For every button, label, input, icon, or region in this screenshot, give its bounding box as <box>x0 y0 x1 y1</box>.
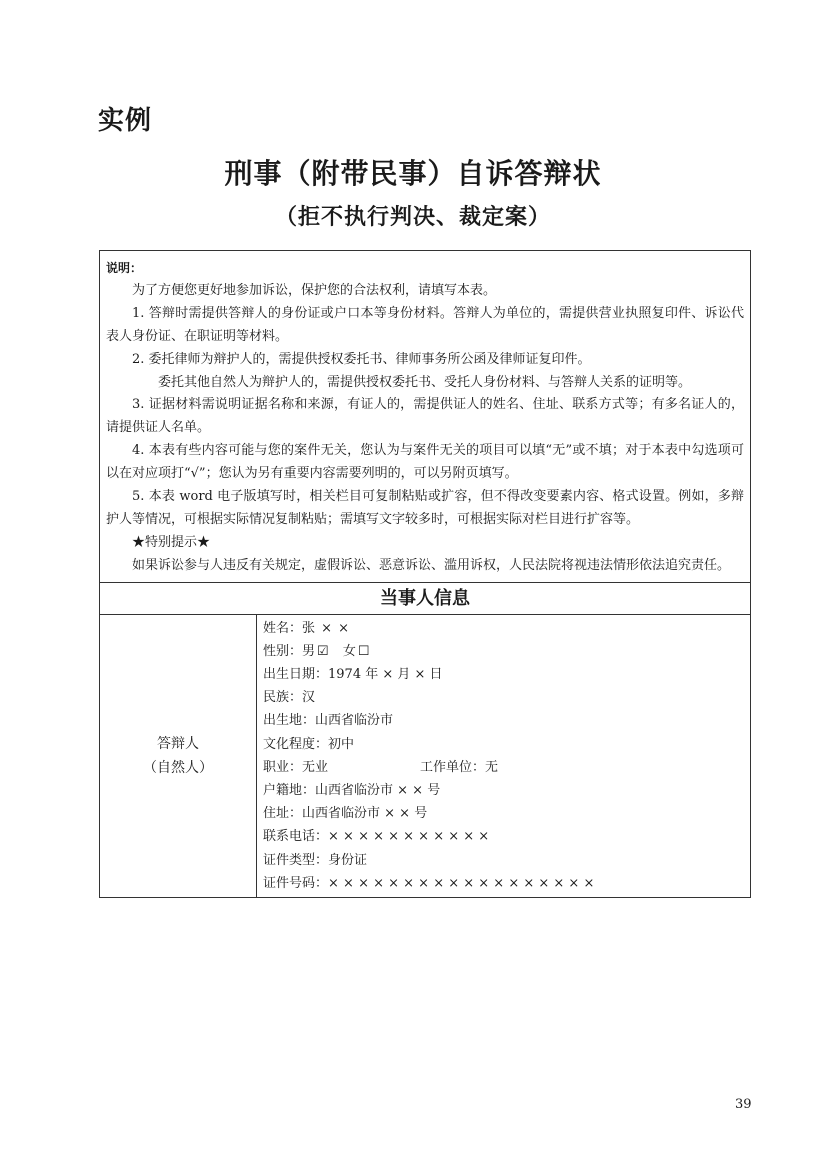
birth-date-label: 出生日期： <box>263 667 329 683</box>
ethnicity-value: 汉 <box>302 690 316 706</box>
id-type-label: 证件类型： <box>263 852 329 868</box>
instruction-paragraph: 1. 答辩时需提供答辩人的身份证或户口本等身份材料。答辩人为单位的，需提供营业执照复印件、诉讼代表人身份证、在职证明等材料。 <box>106 305 744 344</box>
section-label: 实例 <box>98 106 153 136</box>
instruction-paragraph: 4. 本表有些内容可能与您的案件无关，您认为与案件无关的项目可以填“无”或不填；对于本表中勾选项可以在对应项打“√”；您认为另有重要内容需要列明的，可以另附页填写。 <box>106 443 744 482</box>
name-value: 张 × × <box>302 620 351 636</box>
phone-label: 联系电话： <box>263 829 329 845</box>
special-notice-heading: ★特别提示★ <box>132 534 211 550</box>
special-notice-text: 如果诉讼参与人违反有关规定，虚假诉讼、恶意诉讼、滥用诉权，人民法院将视违法情形依法追究责任。 <box>132 557 731 573</box>
gender-female-checkbox[interactable]: ☐ <box>357 643 370 659</box>
gender-male-checkbox[interactable]: ☑ <box>317 643 329 659</box>
respondent-role-note: （自然人） <box>143 759 213 776</box>
occupation-label: 职业： <box>263 759 303 775</box>
ethnicity-label: 民族： <box>263 690 303 706</box>
address-label: 住址： <box>263 806 303 822</box>
occupation-field <box>263 756 750 779</box>
respondent-fields <box>257 615 750 897</box>
page-number: 39 <box>735 1097 752 1112</box>
household-label: 户籍地： <box>263 783 316 798</box>
respondent-role-cell <box>100 615 257 897</box>
employer-label: 工作单位： <box>420 759 486 775</box>
party-section-heading: 当事人信息 <box>100 583 750 615</box>
document-title: 刑事（附带民事）自诉答辩状 <box>224 157 602 190</box>
name-field <box>263 617 750 640</box>
form-table <box>99 250 751 898</box>
instructions-heading: 说明： <box>106 261 143 275</box>
id-number-label: 证件号码： <box>263 875 329 891</box>
instruction-paragraph: 为了方便您更好地参加诉讼，保护您的合法权利，请填写本表。 <box>132 282 497 298</box>
id-number-field <box>263 872 750 895</box>
gender-male-label: 男 <box>302 643 316 659</box>
birthplace-field <box>263 709 750 732</box>
gender-female-label: 女 <box>342 643 356 659</box>
household-field <box>263 779 750 802</box>
instruction-paragraph: 5. 本表 word 电子版填写时，相关栏目可复制粘贴或扩容，但不得改变要素内容、格式设置。例如，多辩护人等情况，可根据实际情况复制粘贴；需填写文字较多时，可根据实际对栏目进行扩容等。 <box>106 489 744 527</box>
gender-field <box>263 640 750 663</box>
household-value: 山西省临汾市 × × 号 <box>315 783 441 798</box>
id-type-value: 身份证 <box>328 852 368 868</box>
gender-label: 性别： <box>263 643 303 659</box>
education-label: 文化程度： <box>263 736 329 752</box>
instruction-paragraph: 2. 委托律师为辩护人的，需提供授权委托书、律师事务所公函及律师证复印件。 <box>132 351 591 367</box>
document-subtitle: （拒不执行判决、裁定案） <box>274 205 551 230</box>
name-label: 姓名： <box>263 620 303 636</box>
occupation-value: 无业 <box>302 759 329 775</box>
address-field <box>263 802 750 825</box>
birthplace-value: 山西省临汾市 <box>315 713 394 729</box>
address-value: 山西省临汾市 × × 号 <box>302 806 428 822</box>
birth-date-value: 1974 年 × 月 × 日 <box>328 667 443 683</box>
instruction-paragraph: 3. 证据材料需说明证据名称和来源，有证人的，需提供证人的姓名、住址、联系方式等；有多名证人的，请提供证人名单。 <box>106 397 744 436</box>
instructions-block <box>100 251 750 583</box>
phone-field <box>263 825 750 848</box>
ethnicity-field <box>263 686 750 709</box>
education-field <box>263 733 750 756</box>
phone-value: × × × × × × × × × × × <box>328 829 490 845</box>
birthplace-label: 出生地： <box>263 713 316 729</box>
id-number-value: × × × × × × × × × × × × × × × × × × <box>328 875 595 891</box>
id-type-field <box>263 849 750 872</box>
respondent-row <box>100 615 750 897</box>
birth-date-field <box>263 663 750 686</box>
respondent-role: 答辩人 <box>157 735 199 752</box>
employer-value: 无 <box>485 759 499 775</box>
instruction-paragraph: 委托其他自然人为辩护人的，需提供授权委托书、受托人身份材料、与答辩人关系的证明等。 <box>158 374 692 390</box>
education-value: 初中 <box>328 736 355 752</box>
